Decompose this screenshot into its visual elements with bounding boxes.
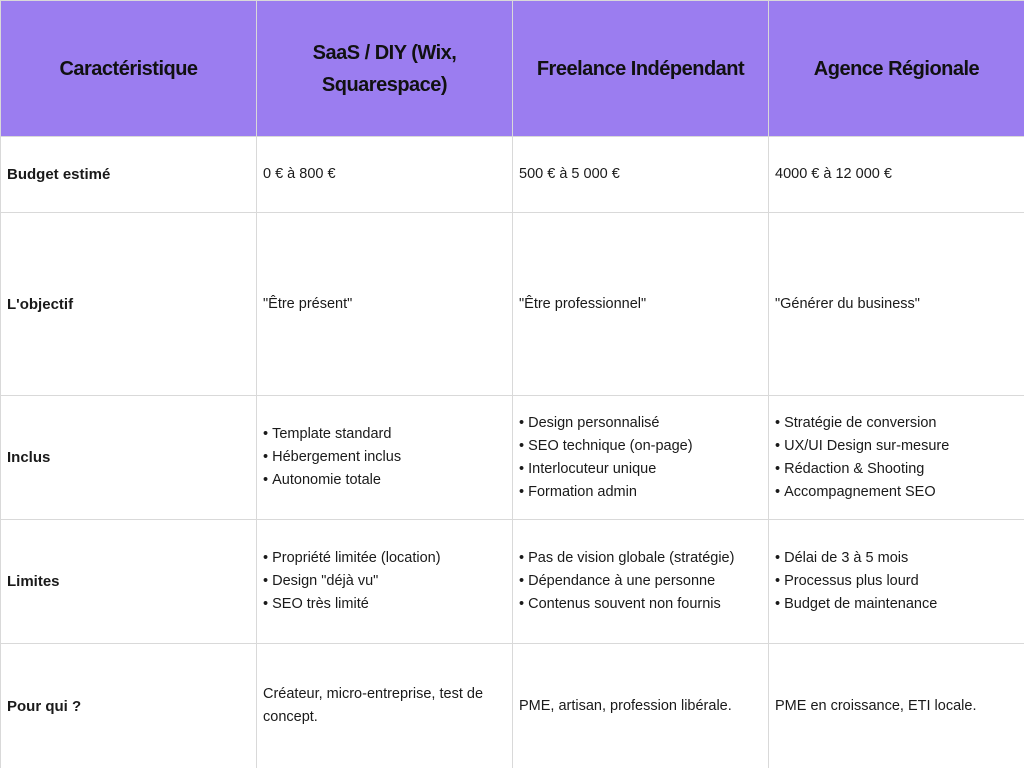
header-agence: Agence Régionale	[769, 1, 1024, 137]
table-row-limites	[1, 520, 1024, 644]
cell-limites-saas	[257, 520, 513, 644]
list-item: • Rédaction & Shooting	[775, 458, 1018, 481]
bullet-list	[263, 423, 506, 492]
cell-objectif-saas: "Être présent"	[257, 213, 513, 396]
header-caracteristique: Caractéristique	[1, 1, 257, 137]
list-item: • Autonomie totale	[263, 469, 506, 492]
bullet-list	[519, 547, 762, 616]
table-row-pourqui	[1, 644, 1024, 768]
list-item: • Template standard	[263, 423, 506, 446]
list-item: • Hébergement inclus	[263, 446, 506, 469]
bullet-list	[775, 412, 1018, 504]
list-item: • Formation admin	[519, 481, 762, 504]
list-item: • Délai de 3 à 5 mois	[775, 547, 1018, 570]
list-item: • Processus plus lourd	[775, 570, 1018, 593]
cell-budget-saas: 0 € à 800 €	[257, 137, 513, 213]
list-item: • Interlocuteur unique	[519, 458, 762, 481]
row-label-limites: Limites	[1, 520, 257, 644]
list-item: • Stratégie de conversion	[775, 412, 1018, 435]
bullet-list	[519, 412, 762, 504]
header-saas: SaaS / DIY (Wix, Squarespace)	[257, 1, 513, 137]
cell-inclus-saas	[257, 396, 513, 520]
cell-limites-freelance	[513, 520, 769, 644]
cell-pourqui-freelance: PME, artisan, profession libérale.	[513, 644, 769, 768]
list-item: • SEO très limité	[263, 593, 506, 616]
cell-limites-agence	[769, 520, 1024, 644]
list-item: • Budget de maintenance	[775, 593, 1018, 616]
table-row-budget	[1, 137, 1024, 213]
row-label-objectif: L'objectif	[1, 213, 257, 396]
cell-budget-agence: 4000 € à 12 000 €	[769, 137, 1024, 213]
table-row-inclus	[1, 396, 1024, 520]
list-item: • Contenus souvent non fournis	[519, 593, 762, 616]
list-item: • Propriété limitée (location)	[263, 547, 506, 570]
bullet-list	[775, 547, 1018, 616]
cell-inclus-agence	[769, 396, 1024, 520]
list-item: • Dépendance à une personne	[519, 570, 762, 593]
cell-pourqui-agence: PME en croissance, ETI locale.	[769, 644, 1024, 768]
bullet-list	[263, 547, 506, 616]
list-item: • UX/UI Design sur-mesure	[775, 435, 1018, 458]
list-item: • Pas de vision globale (stratégie)	[519, 547, 762, 570]
list-item: • SEO technique (on-page)	[519, 435, 762, 458]
header-row	[1, 1, 1024, 137]
row-label-pourqui: Pour qui ?	[1, 644, 257, 768]
list-item: • Design "déjà vu"	[263, 570, 506, 593]
list-item: • Design personnalisé	[519, 412, 762, 435]
row-label-budget: Budget estimé	[1, 137, 257, 213]
cell-inclus-freelance	[513, 396, 769, 520]
cell-pourqui-saas: Créateur, micro-entreprise, test de concept.	[257, 644, 513, 768]
table-row-objectif	[1, 213, 1024, 396]
header-freelance: Freelance Indépendant	[513, 1, 769, 137]
cell-objectif-freelance: "Être professionnel"	[513, 213, 769, 396]
cell-budget-freelance: 500 € à 5 000 €	[513, 137, 769, 213]
cell-objectif-agence: "Générer du business"	[769, 213, 1024, 396]
row-label-inclus: Inclus	[1, 396, 257, 520]
list-item: • Accompagnement SEO	[775, 481, 1018, 504]
